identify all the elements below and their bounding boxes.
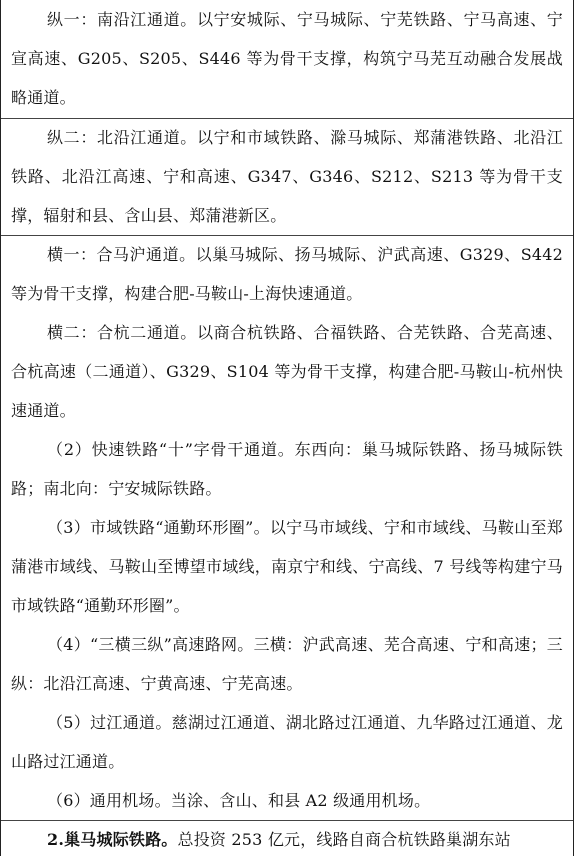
paragraph-text: （3）市域铁路“通勤环形圈”。以宁马市域线、宁和市域线、马鞍山至郑蒲港市域线、马鞍山至博望市域线，南京宁和线、宁高线、7 号线等构建宁马市域铁路“通勤环形圈”。 [11,518,563,615]
paragraph-heng1 [11,235,563,313]
paragraph-zong1 [11,0,563,117]
section-heading: 2.巢马城际铁路。 [47,830,178,849]
paragraph-item5 [11,703,563,781]
paragraph-text: （6）通用机场。当涂、含山、和县 A2 级通用机场。 [47,791,431,810]
paragraph-text: 纵二：北沿江通道。以宁和市域铁路、滁马城际、郑蒲港铁路、北沿江铁路、北沿江高速、宁和高速、G347、G346、S212、S213 等为骨干支撑，辐射和县、含山县、郑蒲港新区。 [11,128,563,225]
paragraph-text: 纵一：南沿江通道。以宁安城际、宁马城际、宁芜铁路、宁马高速、宁宣高速、G205、S205、S446 等为骨干支撑，构筑宁马芜互动融合发展战略通道。 [11,10,563,107]
paragraph-zong2 [11,118,563,235]
paragraph-item3 [11,508,563,625]
paragraph-chaoma-railway [11,820,563,856]
paragraph-text: （2）快速铁路“十”字骨干通道。东西向：巢马城际铁路、扬马城际铁路；南北向：宁安城际铁路。 [11,440,563,498]
paragraph-text: 总投资 253 亿元，线路自商合杭铁路巢湖东站 [177,830,511,849]
paragraph-item6 [11,781,563,820]
paragraph-heng2 [11,313,563,430]
paragraph-item4 [11,625,563,703]
paragraph-text: 横一：合马沪通道。以巢马城际、扬马城际、沪武高速、G329、S442 等为骨干支撑，构建合肥-马鞍山-上海快速通道。 [11,245,563,303]
paragraph-text: （4）“三横三纵”高速路网。三横：沪武高速、芜合高速、宁和高速；三纵：北沿江高速、宁黄高速、宁芜高速。 [11,635,563,693]
paragraph-text: （5）过江通道。慈湖过江通道、湖北路过江通道、九华路过江通道、龙山路过江通道。 [11,713,563,771]
paragraph-item2 [11,430,563,508]
paragraph-text: 横二：合杭二通道。以商合杭铁路、合福铁路、合芜铁路、合芜高速、合杭高速（二通道）、G329、S104 等为骨干支撑，构建合肥-马鞍山-杭州快速通道。 [11,323,563,420]
